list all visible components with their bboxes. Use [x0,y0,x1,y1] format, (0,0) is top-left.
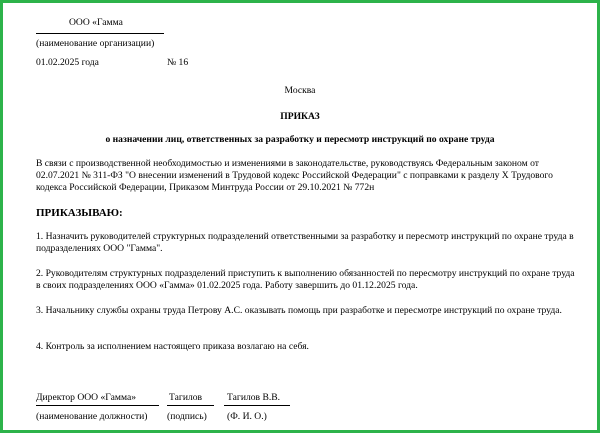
name-line [224,405,290,406]
org-name-underline [36,33,164,34]
name-caption: (Ф. И. О.) [227,411,267,422]
org-name: ООО «Гамма [69,17,123,28]
position-line [36,405,159,406]
order-item-3: 3. Начальнику службы охраны труда Петрову А.С. оказывать помощь при разработке и пересмотре инструкций по охране труда. [36,305,562,316]
order-date: 01.02.2025 года [36,57,99,68]
sign-caption: (подпись) [167,411,207,422]
order-number: № 16 [167,57,189,68]
org-caption: (наименование организации) [36,38,155,49]
position-caption: (наименование должности) [36,411,148,422]
order-title: ПРИКАЗ [280,111,320,122]
resolve-heading: ПРИКАЗЫВАЮ: [36,207,123,219]
city: Москва [284,85,316,96]
signature-sign: Тагилов [169,392,203,403]
signature-full-name: Тагилов В.В. [227,392,281,403]
preamble: В связи с производственной необходимостью и изменениями в законодательстве, руководствуясь Федеральным законом от 02.07.2021 № 311-ФЗ "О внесении изменений в Трудовой кодекс Российской Федерации" с поправками к разделу Х Трудового кодекса Российской Федерации, Приказом Минтруда России от 29.10.2021 № 772н [36,158,553,193]
sign-line [167,405,214,406]
order-item-2: 2. Руководителям структурных подразделений приступить к выполнению обязанностей по пересмотру инструкций по охране труда в своих подразделениях ООО «Гамма» 01.02.2025 года. Работу завершить до 01.12.2025 года. [36,268,575,291]
order-item-1: 1. Назначить руководителей структурных подразделений ответственными за разработку и пересмотр инструкций по охране труда в подразделениях ООО "Гамма". [36,231,574,254]
signature-position: Директор ООО «Гамма» [36,392,137,403]
order-subject: о назначении лиц, ответственных за разработку и пересмотр инструкций по охране труда [105,134,495,145]
order-item-4: 4. Контроль за исполнением настоящего приказа возлагаю на себя. [36,341,309,352]
